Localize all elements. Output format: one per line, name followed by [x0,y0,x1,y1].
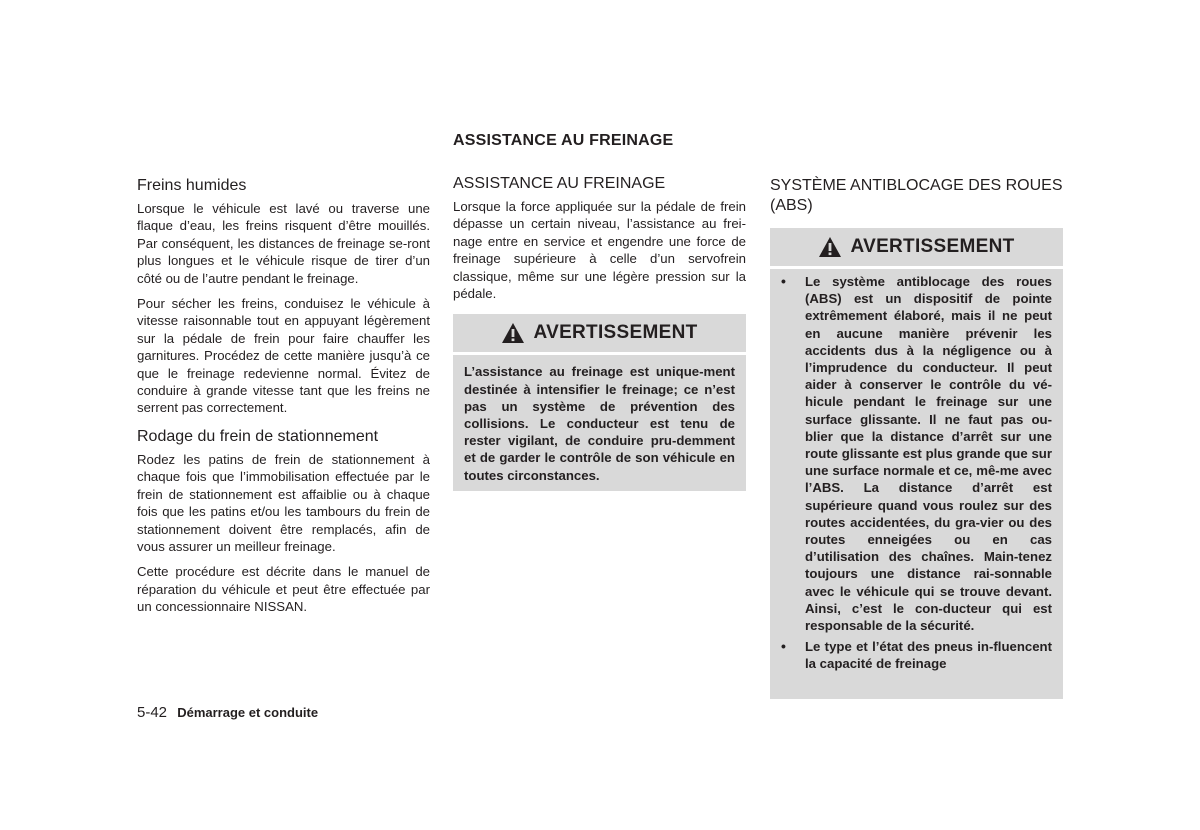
footer-section-title: Démarrage et conduite [177,705,319,720]
list-item: • Le système antiblocage des roues (ABS) est un dispositif de pointe extrêmement élaboré, mais il ne peut en aucune manière prévenir les accidents dus à la négligence ou à l’imprudence du conducteur. Il peut aider à conserver le contrôle du vé-hicule pendant le freinage sur une surface glissante. Il ne faut pas ou-blier que la distance d’arrêt sur une route glissante est plus grande que sur une surface normale et ce, mê-me avec l’ABS. La distance d’arrêt est supérieure quand vous roulez sur des routes accidentées, du gra-vier ou des routes enneigées ou en cas d’utilisation des chaînes. Main-tenez toujours une distance rai-sonnable avec le véhicule qui se trouve devant. Ainsi, c’est le con-ducteur qui est responsable de la sécurité. [781,273,1052,634]
warning-icon [818,236,842,258]
warning-box [770,228,1063,699]
page-number: 5-42 [137,704,168,721]
warning-box [453,314,746,490]
paragraph: Pour sécher les freins, conduisez le véhicule à vitesse raisonnable tout en appuyant légèrement sur la pédale de frein pour faire chauffer les garnitures. Procédez de cette manière jusqu’à ce que le freinage redevienne normal. Évitez de conduire à grande vitesse tant que les freins ne serrent pas correctement. [137,296,430,416]
heading-abs: SYSTÈME ANTIBLOCAGE DES ROUES (ABS) [770,177,1063,214]
warning-header [453,314,746,355]
paragraph: Lorsque le véhicule est lavé ou traverse une flaque d’eau, les freins risquent d’être mouillés. Par conséquent, les distances de freinage se-ront plus longues et le véhicule risque de tirer d’un côté ou de l’autre pendant le freinage. [137,201,430,286]
paragraph: Lorsque la force appliquée sur la pédale de frein dépasse un certain niveau, l’assistance au frei-nage entre en service et engendre une force de freinage supérieure à celle d’un servofrein classique, même sur une légère pression sur la pédale. [453,199,746,302]
heading-brake-assist: ASSISTANCE AU FREINAGE [453,175,666,192]
paragraph: Cette procédure est décrite dans le manuel de réparation du véhicule et peut être effectuée par un concessionnaire NISSAN. [137,564,430,615]
warning-title: AVERTISSEMENT [533,322,698,344]
warning-icon [501,322,525,344]
heading-wet-brakes: Freins humides [137,177,247,194]
warning-header [770,228,1063,269]
list-item: • Le type et l’état des pneus in-fluencent la capacité de freinage [781,638,1052,672]
right-column [770,176,1063,699]
heading-parking-brake: Rodage du frein de stationnement [137,427,379,445]
paragraph: Rodez les patins de frein de stationnement à chaque fois que l’immobilisation effectuée par le frein de stationnement est affaiblie ou à chaque fois que les patins et/ou les tambours du frein de stationnement doivent être remplacés, afin de vous assurer un meilleur freinage. [137,451,430,554]
warning-bullet-list [770,269,1063,673]
middle-column [453,174,746,491]
warning-text: L’assistance au freinage est unique-ment destinée à intensifier le freinage; ce n’est pas un système de prévention des collisions. Le conducteur est tenu de rester vigilant, de conduire pru-demment et de garder le contrôle de son véhicule en toutes circonstances. [464,364,735,483]
page-footer [137,704,318,721]
left-column [137,176,430,624]
warning-title: AVERTISSEMENT [850,236,1015,257]
section-title: ASSISTANCE AU FREINAGE [453,132,674,149]
